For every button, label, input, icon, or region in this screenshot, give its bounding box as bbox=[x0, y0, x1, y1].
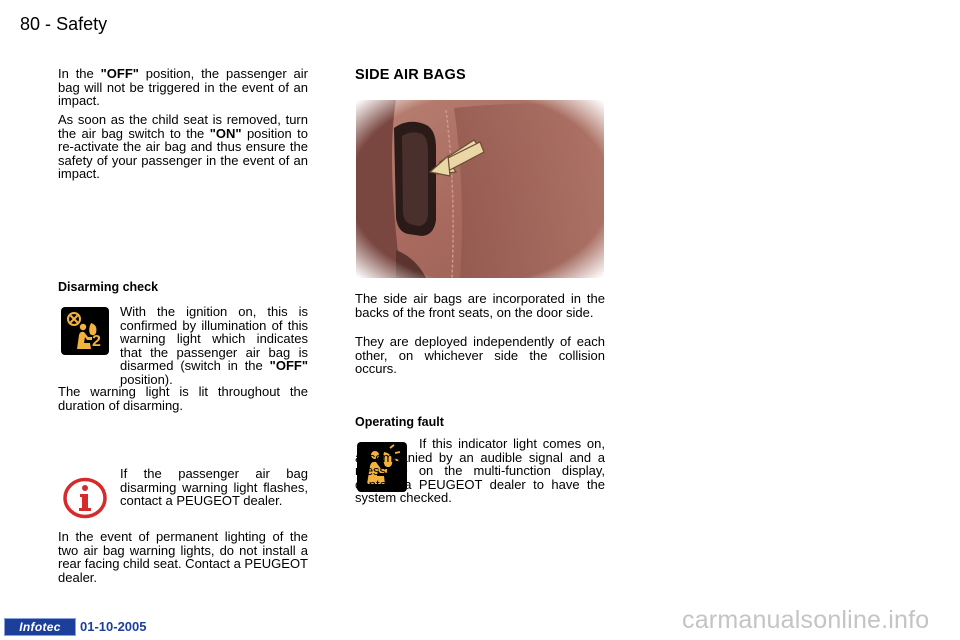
text-run: position, the passenger air bag will not be triggered in the event of an impact. bbox=[58, 66, 308, 109]
disarm-icon-number: 2 bbox=[92, 333, 101, 350]
text-run: In the bbox=[58, 66, 101, 81]
infotec-logo: Infotec bbox=[4, 618, 76, 636]
left-paragraph-6: In the event of permanent lighting of the two air bag warning lights, do not install a rear facing child seat. Contact a PEUGEOT dealer. bbox=[58, 529, 308, 585]
disarming-check-heading: Disarming check bbox=[58, 280, 159, 294]
text-run: position). bbox=[120, 371, 173, 387]
watermark: carmanualsonline.info bbox=[682, 606, 930, 634]
info-icon-graphic bbox=[62, 477, 108, 519]
bold-run: "ON" bbox=[209, 125, 242, 141]
left-paragraph-1 bbox=[58, 67, 308, 108]
page-number: 80 bbox=[20, 14, 41, 34]
bold-run: "OFF" bbox=[100, 66, 139, 81]
left-paragraph-5: If the passenger air bag disarming warning light flashes, contact a PEUGEOT dealer. bbox=[120, 466, 308, 509]
footer-date: 01-10-2005 bbox=[80, 619, 147, 634]
section-title: Safety bbox=[56, 14, 108, 34]
text-run: With the ignition on, this is confirmed by illumination of this warning light which indicates that the passenger air bag is disarmed (switch in the bbox=[120, 304, 308, 374]
bold-run: "OFF" bbox=[269, 358, 308, 374]
side-airbags-heading: SIDE AIR BAGS bbox=[355, 67, 466, 83]
right-paragraph-3: If this indicator light comes on, accompanied by an audible signal and a message on the multi-function display, contact a PEUGEOT dealer to have the system checked. bbox=[355, 436, 605, 506]
right-paragraph-1: The side air bags are incorporated in the backs of the front seats, on the door side. bbox=[355, 291, 605, 320]
seat-photo-graphic bbox=[356, 100, 604, 278]
left-paragraph-3 bbox=[120, 305, 308, 387]
info-icon bbox=[62, 477, 108, 519]
text-run: position to re-activate the air bag and thus ensure the safety of your passenger in the event of an impact. bbox=[58, 125, 308, 182]
left-paragraph-4: The warning light is lit throughout the duration of disarming. bbox=[58, 384, 308, 413]
left-paragraph-2 bbox=[58, 113, 308, 181]
text-run: As soon as the child seat is removed, turn the air bag switch to the bbox=[58, 112, 308, 141]
airbag-disarmed-warning-icon bbox=[61, 307, 109, 355]
seat-side-airbag-photo bbox=[356, 100, 604, 278]
page-header bbox=[20, 14, 107, 35]
right-paragraph-2: They are deployed independently of each other, on whichever side the collision occurs. bbox=[355, 334, 605, 377]
airbag-disarmed-warning-icon-graphic bbox=[61, 307, 109, 355]
header-separator: - bbox=[45, 14, 52, 34]
operating-fault-heading: Operating fault bbox=[355, 415, 444, 429]
